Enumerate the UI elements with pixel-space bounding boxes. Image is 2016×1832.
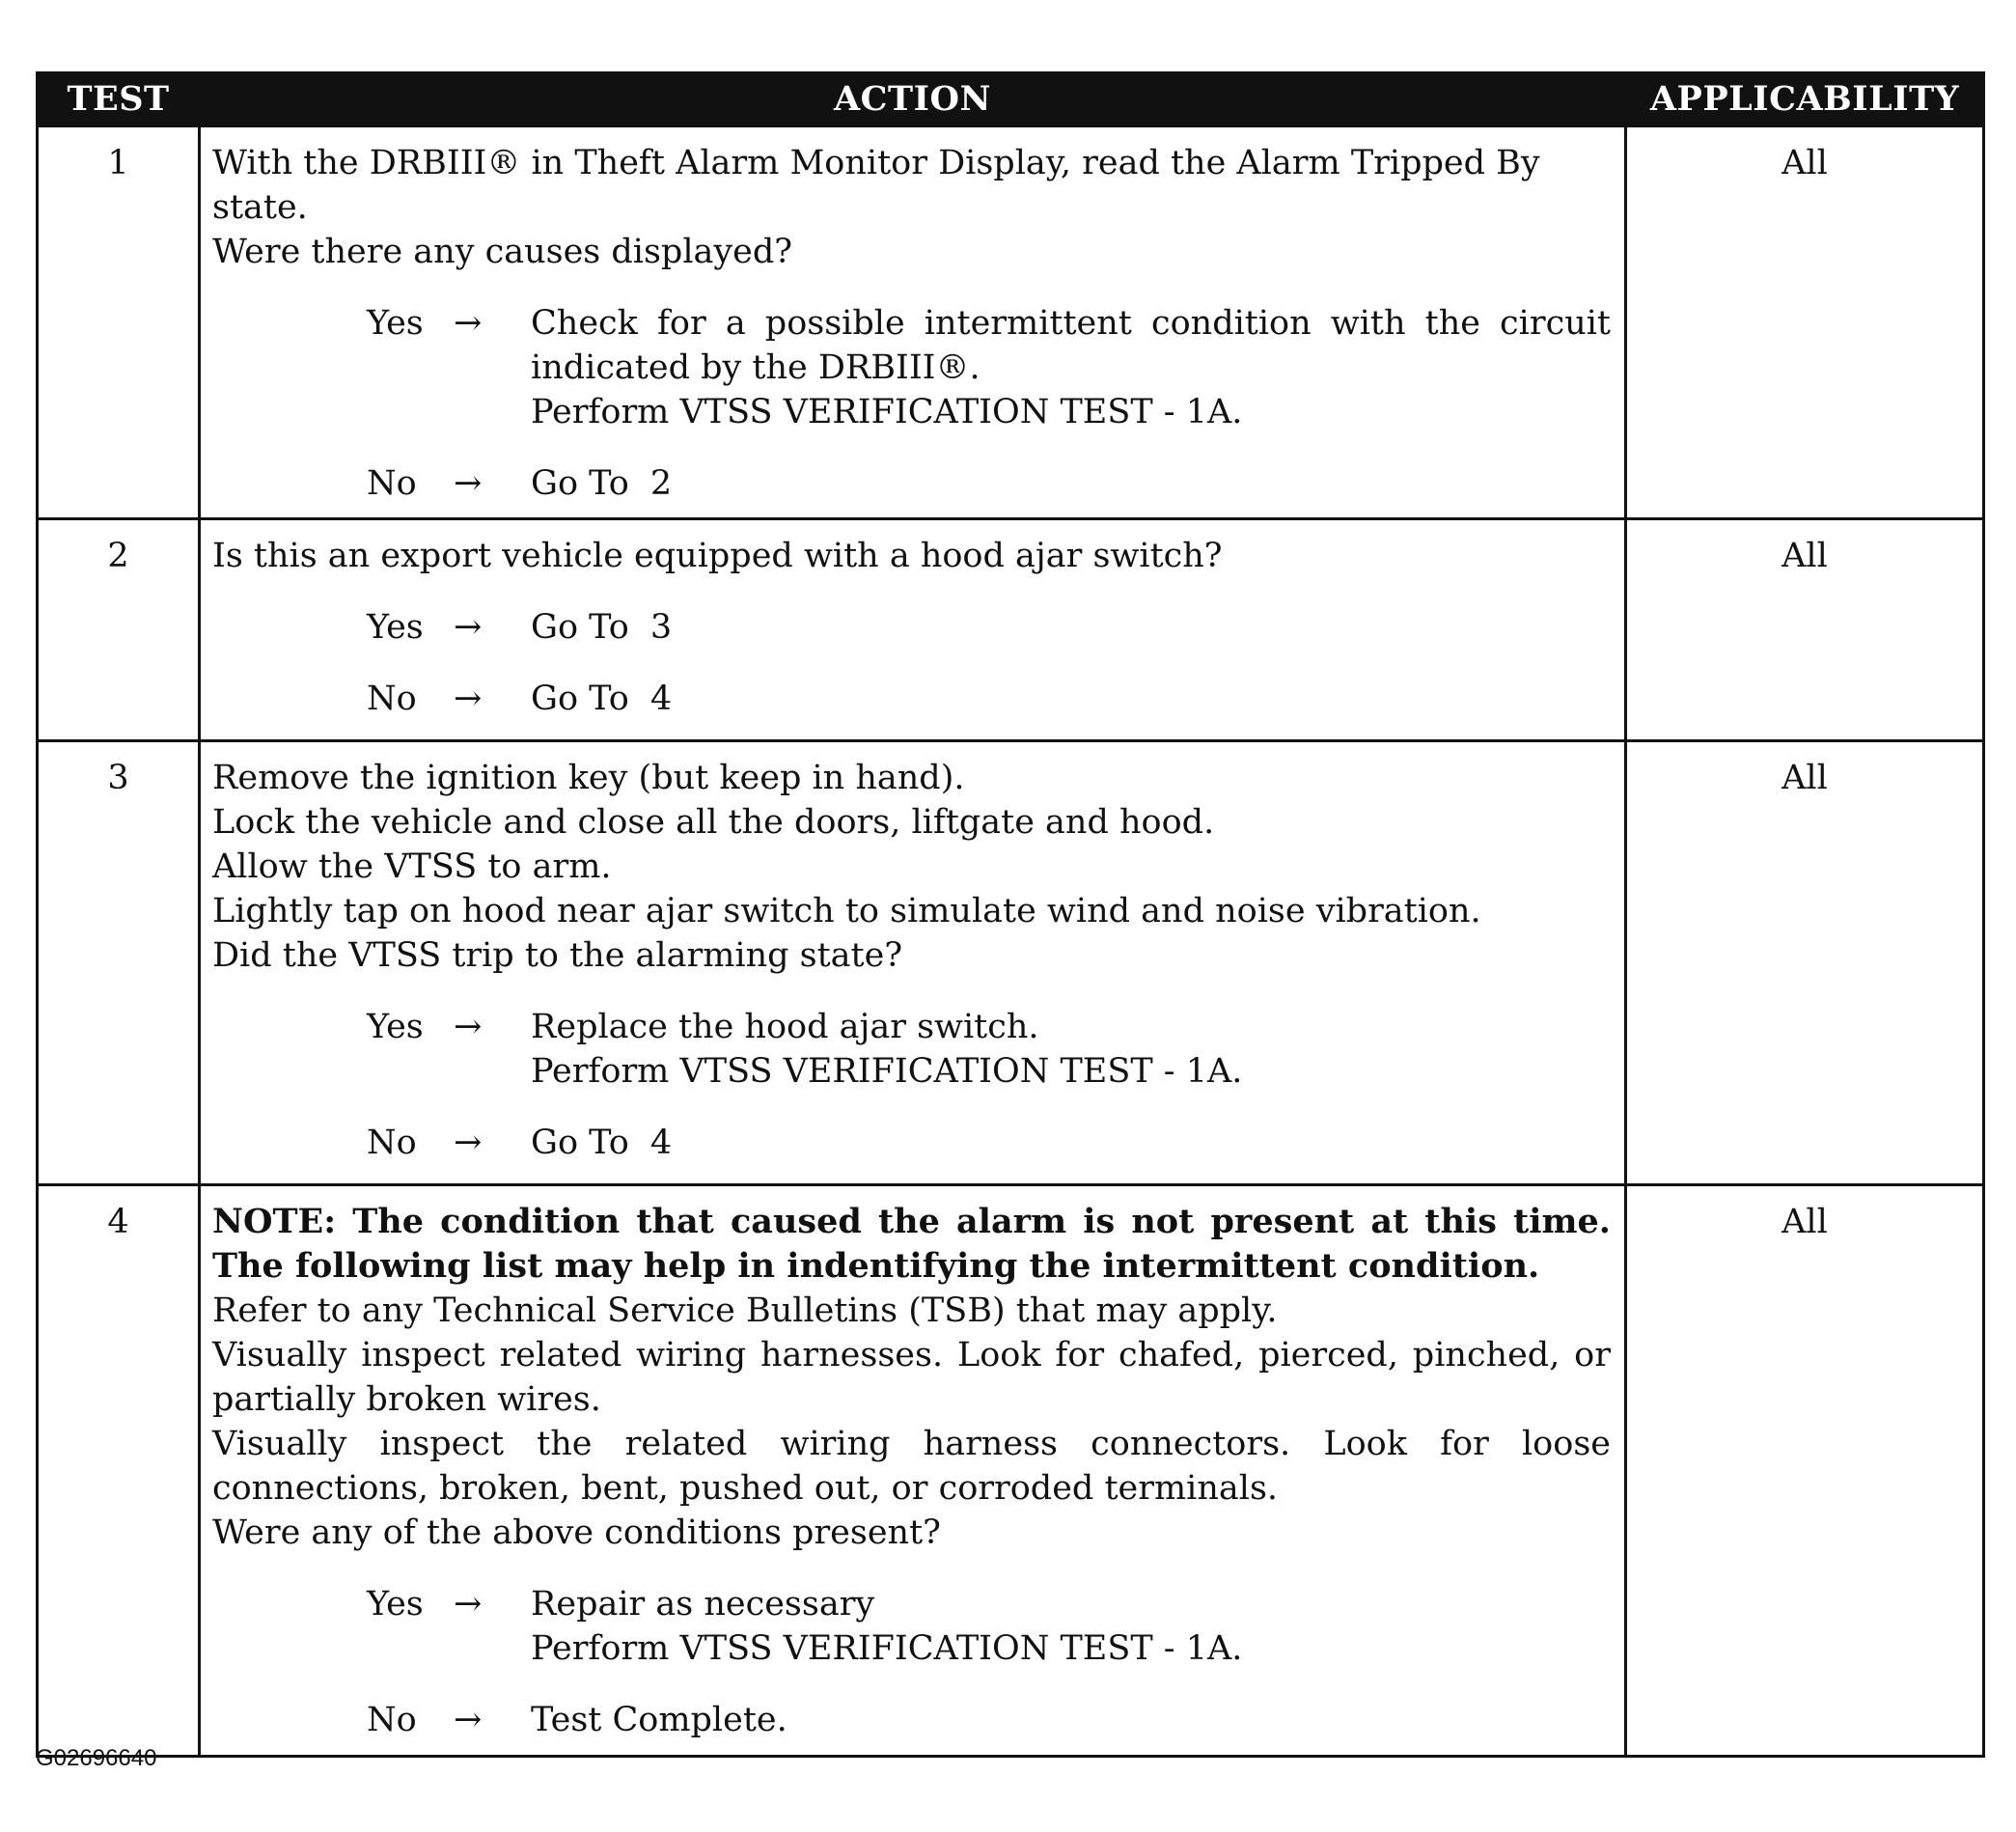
action-question: Were there any causes displayed? — [212, 233, 793, 271]
applicability-value: All — [1626, 126, 1984, 519]
action-question: Is this an export vehicle equipped with a hood ajar switch? — [212, 537, 1223, 575]
result-line: Replace the hood ajar switch. — [531, 1008, 1039, 1046]
yes-label: Yes — [367, 304, 424, 343]
result-line: Perform VTSS VERIFICATION TEST - 1A. — [531, 1629, 1243, 1668]
header-action: ACTION — [200, 73, 1626, 126]
test-number: 2 — [38, 519, 200, 741]
action-line: Visually inspect the related wiring harness connectors. Look for loose connections, broken, bent, pushed out, or corroded terminals. — [212, 1425, 1611, 1508]
arrow-right-icon: → — [454, 1124, 483, 1162]
table-header-row — [38, 73, 1984, 126]
goto-step: 4 — [649, 1124, 673, 1162]
goto-step: 4 — [649, 680, 673, 718]
arrow-right-icon: → — [454, 464, 483, 503]
action-line: Lightly tap on hood near ajar switch to simulate wind and noise vibration. — [212, 892, 1481, 930]
goto-step: 3 — [649, 608, 673, 647]
figure-id: G02696640 — [36, 1745, 157, 1771]
yes-label: Yes — [367, 1008, 424, 1046]
action-line: Lock the vehicle and close all the doors, liftgate and hood. — [212, 803, 1215, 842]
yes-result — [531, 1582, 1611, 1671]
action-cell — [200, 741, 1626, 1185]
yes-label: Yes — [367, 1585, 424, 1624]
arrow-right-icon: → — [454, 1701, 483, 1739]
no-outcome — [367, 677, 1611, 721]
table-row — [38, 519, 1984, 741]
goto-step: 2 — [649, 464, 673, 503]
applicability-value: All — [1626, 741, 1984, 1185]
no-label: No — [367, 680, 417, 718]
goto-text: Go To — [531, 1124, 629, 1162]
arrow-right-icon: → — [454, 608, 483, 647]
table-row — [38, 741, 1984, 1185]
result-line: Perform VTSS VERIFICATION TEST - 1A. — [531, 1052, 1243, 1091]
arrow-right-icon: → — [454, 1008, 483, 1046]
yes-outcome — [367, 605, 1611, 650]
header-test: TEST — [38, 73, 200, 126]
no-label: No — [367, 464, 417, 503]
table-row — [38, 1185, 1984, 1757]
action-cell — [200, 519, 1626, 741]
action-line: With the DRBIII® in Theft Alarm Monitor Display, read the Alarm Tripped By state. — [212, 144, 1540, 227]
no-result — [531, 677, 1611, 721]
test-number: 4 — [38, 1185, 200, 1757]
result-line: Repair as necessary — [531, 1585, 875, 1624]
applicability-value: All — [1626, 1185, 1984, 1757]
header-applicability: APPLICABILITY — [1626, 73, 1984, 126]
no-outcome — [367, 1698, 1611, 1742]
yes-outcome — [367, 301, 1611, 434]
no-result — [531, 1121, 1611, 1165]
arrow-right-icon: → — [454, 304, 483, 343]
no-outcome — [367, 461, 1611, 506]
no-result: Test Complete. — [531, 1701, 787, 1739]
action-question: Were any of the above conditions present? — [212, 1513, 941, 1552]
action-question: Did the VTSS trip to the alarming state? — [212, 936, 903, 975]
yes-outcome — [367, 1005, 1611, 1094]
action-line: Remove the ignition key (but keep in hand). — [212, 759, 965, 797]
goto-text: Go To — [531, 464, 629, 503]
action-cell — [200, 126, 1626, 519]
result-line: Perform VTSS VERIFICATION TEST - 1A. — [531, 393, 1243, 431]
test-number: 3 — [38, 741, 200, 1185]
yes-outcome — [367, 1582, 1611, 1671]
goto-text: Go To — [531, 680, 629, 718]
table-row — [38, 126, 1984, 519]
no-outcome — [367, 1121, 1611, 1165]
applicability-value: All — [1626, 519, 1984, 741]
yes-label: Yes — [367, 608, 424, 647]
goto-text: Go To — [531, 608, 629, 647]
yes-result — [531, 301, 1611, 434]
no-label: No — [367, 1124, 417, 1162]
diagnostic-test-table — [36, 71, 1985, 1758]
action-line: Refer to any Technical Service Bulletins (TSB) that may apply. — [212, 1291, 1278, 1330]
yes-result — [531, 605, 1611, 650]
result-line: indicated by the DRBIII®. — [531, 348, 980, 387]
arrow-right-icon: → — [454, 1585, 483, 1624]
no-result — [531, 461, 1611, 506]
arrow-right-icon: → — [454, 680, 483, 718]
action-line: Allow the VTSS to arm. — [212, 847, 612, 886]
yes-result — [531, 1005, 1611, 1094]
no-label: No — [367, 1701, 417, 1739]
result-line: Check for a possible intermittent condition with the circuit — [531, 304, 1611, 343]
test-number: 1 — [38, 126, 200, 519]
action-cell — [200, 1185, 1626, 1757]
action-line: Visually inspect related wiring harnesses. Look for chafed, pierced, pinched, or partially broken wires. — [212, 1336, 1611, 1419]
note-text: NOTE: The condition that caused the alarm is not present at this time. The following list may help in indentifying the intermittent condition. — [212, 1202, 1611, 1286]
